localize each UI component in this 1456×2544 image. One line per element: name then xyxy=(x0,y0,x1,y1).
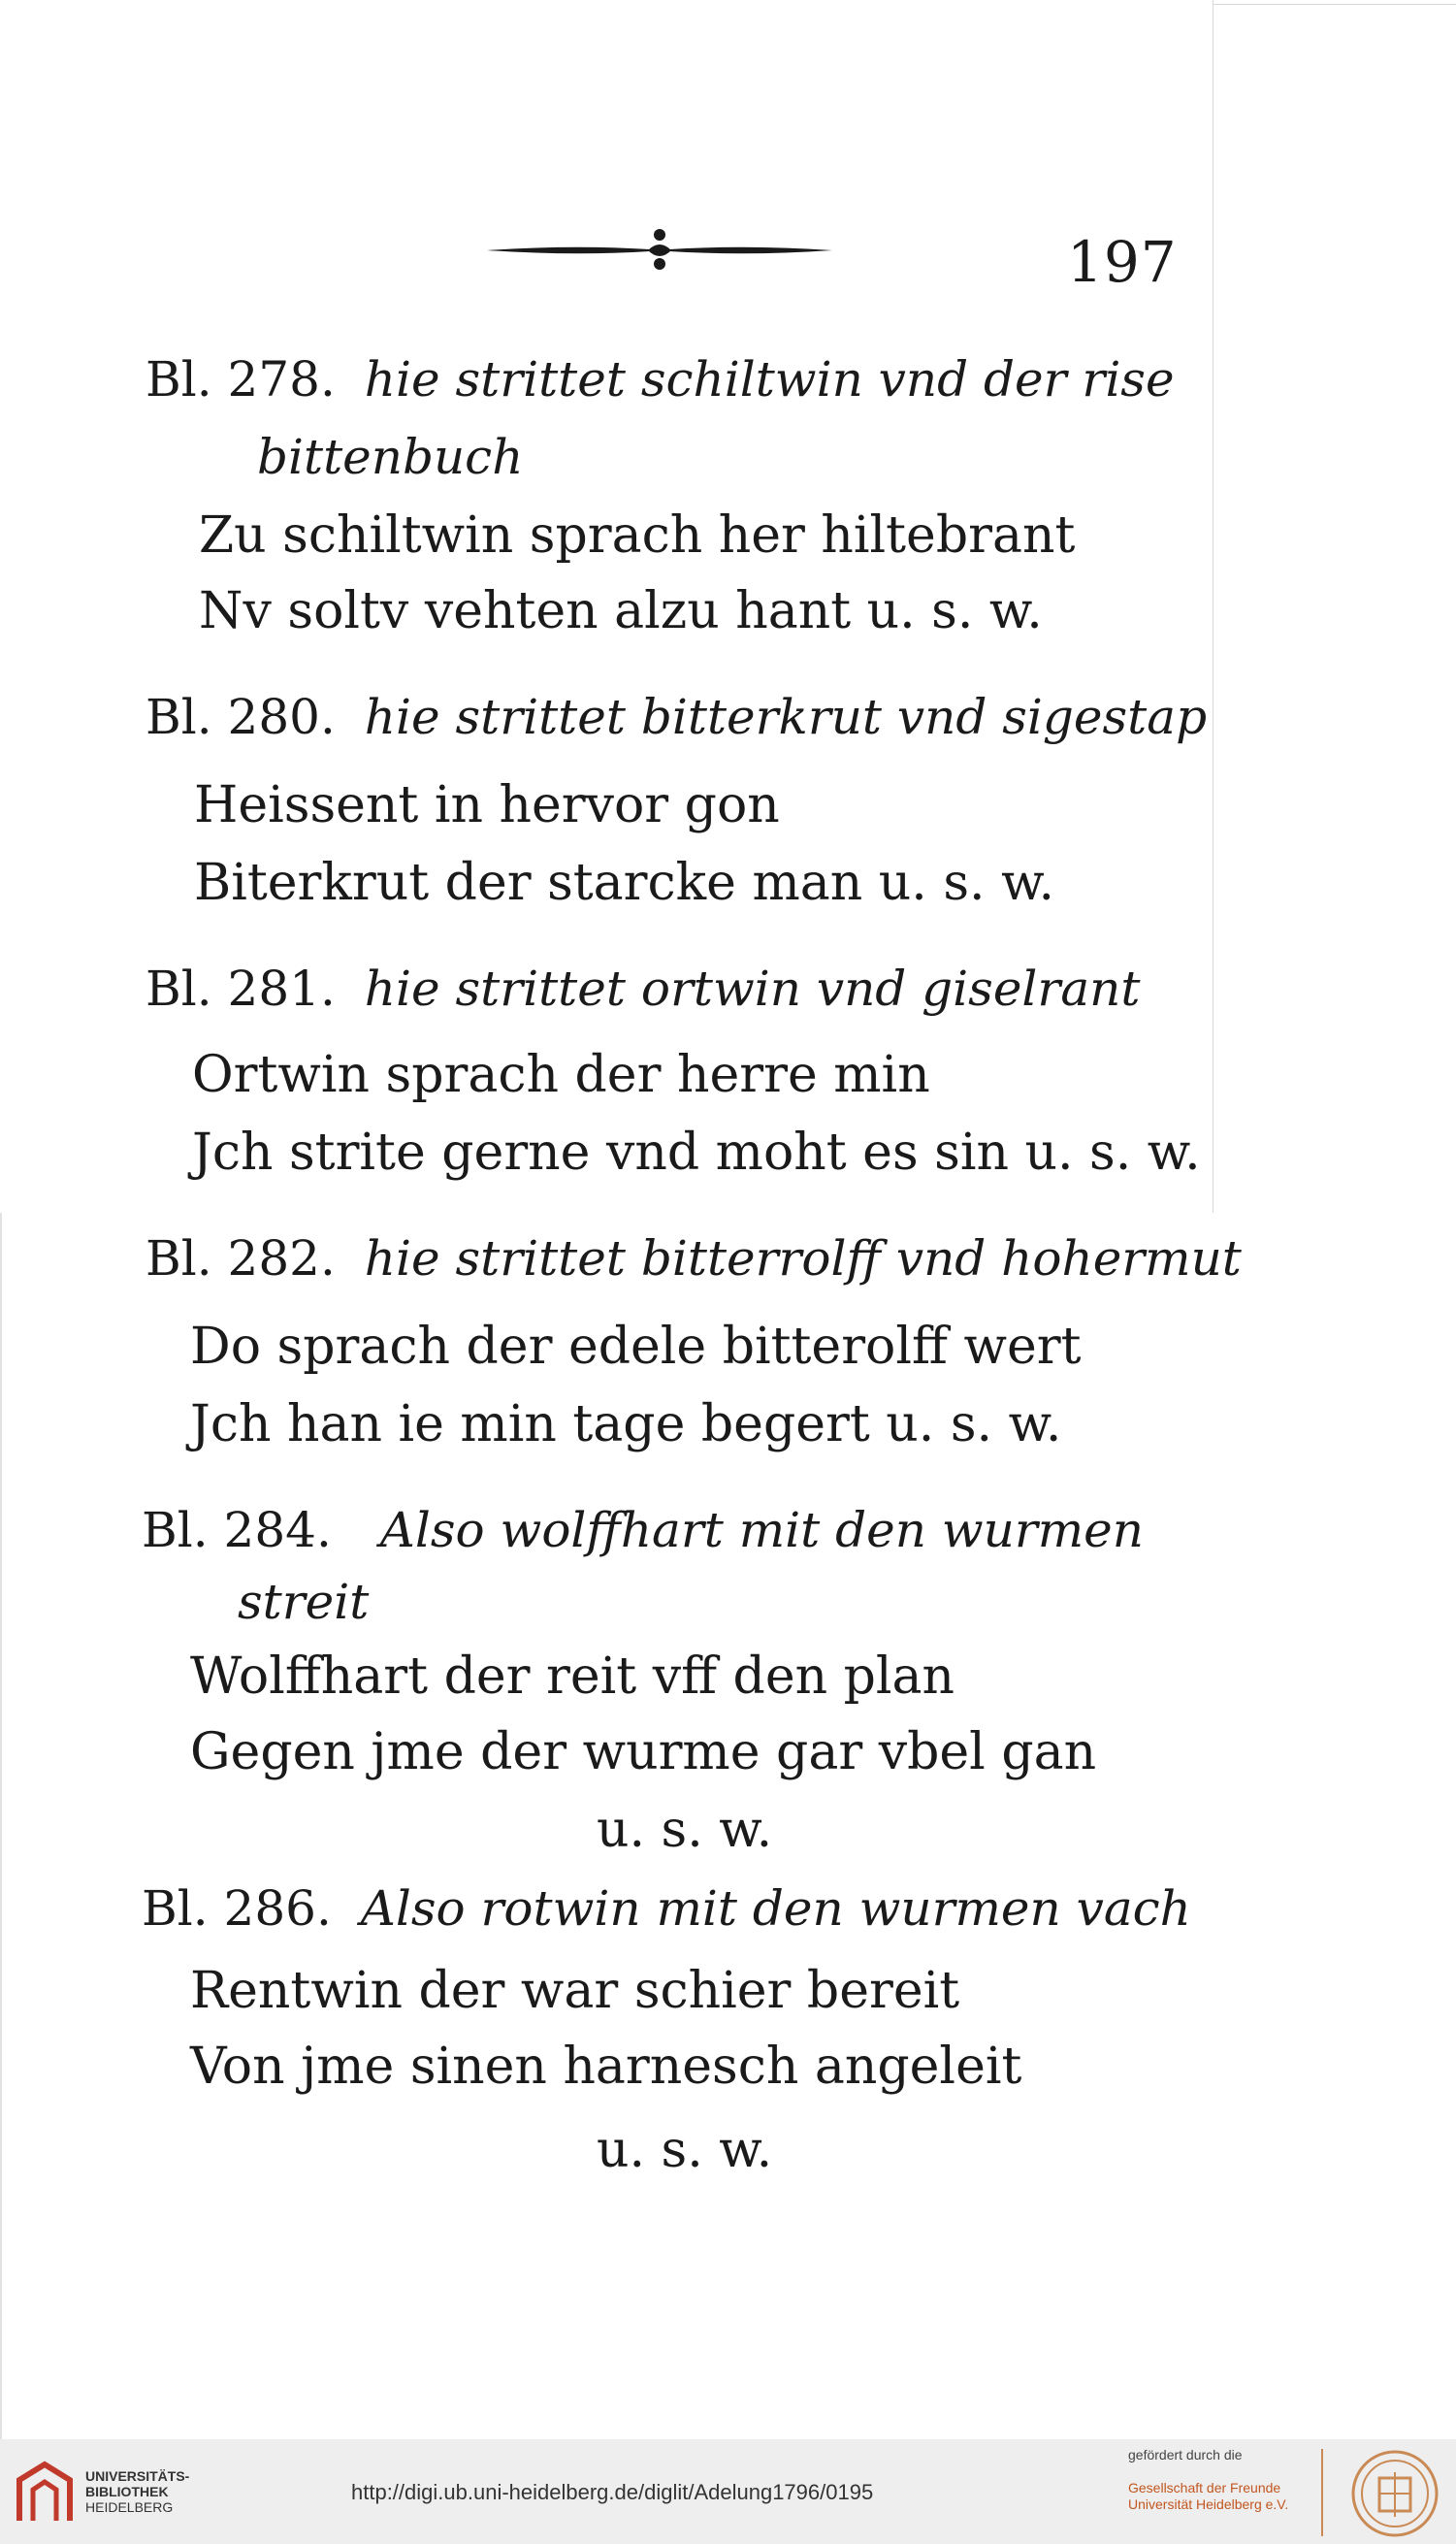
ornament-rule xyxy=(485,221,834,279)
entry-heading xyxy=(146,351,1175,408)
caption-continuation: streit xyxy=(238,1574,370,1630)
folio-reference: Bl. 286. xyxy=(142,1880,332,1937)
caption: hie strittet schiltwin vnd der rise xyxy=(364,351,1175,408)
entry-heading xyxy=(146,1230,1242,1287)
library-name-line: BIBLIOTHEK xyxy=(85,2484,169,2499)
verse-line: u. s. w. xyxy=(597,1801,773,1859)
folio-reference: Bl. 278. xyxy=(146,351,336,408)
caption: hie strittet bitterkrut vnd sigestap xyxy=(364,689,1208,745)
caption: hie strittet bitterrolff vnd hohermut xyxy=(364,1230,1242,1287)
entry-heading xyxy=(142,1880,1191,1937)
verse-line: u. s. w. xyxy=(597,2121,773,2179)
sponsor-name-line: Gesellschaft der Freunde xyxy=(1128,2480,1281,2495)
verse-line: Jch han ie min tage begert u. s. w. xyxy=(190,1395,1062,1453)
verse-line: Do sprach der edele bitterolff wert xyxy=(190,1318,1082,1376)
footer-bar xyxy=(0,2439,1456,2544)
library-name-line: UNIVERSITÄTS- xyxy=(85,2468,190,2484)
verse-line: Wolffhart der reit vff den plan xyxy=(190,1647,955,1706)
caption: Also rotwin mit den wurmen vach xyxy=(360,1880,1191,1937)
folio-reference: Bl. 282. xyxy=(146,1230,336,1287)
caption-continuation: bittenbuch xyxy=(257,429,524,485)
library-name-line: HEIDELBERG xyxy=(85,2499,174,2515)
verse-line: Heissent in hervor gon xyxy=(194,776,780,834)
verse-line: Zu schiltwin sprach her hiltebrant xyxy=(199,506,1076,565)
scan-page-edge-top xyxy=(1213,4,1456,5)
sponsor-label: gefördert durch die xyxy=(1128,2447,1243,2462)
verse-line: Rentwin der war schier bereit xyxy=(190,1962,960,2020)
sponsor-divider xyxy=(1321,2449,1323,2536)
sponsor-name-line: Universität Heidelberg e.V. xyxy=(1128,2496,1289,2512)
folio-reference: Bl. 281. xyxy=(146,961,336,1017)
sponsor-name xyxy=(1128,2480,1288,2513)
folio-reference: Bl. 284. xyxy=(142,1502,332,1558)
entry-heading xyxy=(146,689,1207,745)
verse-line: Nv soltv vehten alzu hant u. s. w. xyxy=(199,582,1043,640)
entry-heading xyxy=(142,1502,1144,1558)
permalink-url[interactable]: http://digi.ub.uni-heidelberg.de/diglit/Adelung1796/0195 xyxy=(351,2480,874,2504)
verse-line: Ortwin sprach der herre min xyxy=(192,1046,930,1104)
entry-heading xyxy=(146,961,1140,1017)
page-number: 197 xyxy=(1067,229,1178,295)
scan-left-edge xyxy=(0,1213,2,2445)
verse-line: Jch strite gerne vnd moht es sin u. s. w. xyxy=(192,1124,1201,1182)
verse-line: Biterkrut der starcke man u. s. w. xyxy=(194,854,1054,912)
verse-line: Von jme sinen harnesch angeleit xyxy=(190,2038,1022,2096)
verse-line: Gegen jme der wurme gar vbel gan xyxy=(190,1723,1097,1781)
university-seal-icon xyxy=(1350,2449,1440,2538)
university-library-logo-icon xyxy=(16,2461,74,2525)
library-name xyxy=(85,2468,189,2515)
caption: Also wolffhart mit den wurmen xyxy=(379,1502,1144,1558)
caption: hie strittet ortwin vnd giselrant xyxy=(364,961,1141,1017)
folio-reference: Bl. 280. xyxy=(146,689,336,745)
